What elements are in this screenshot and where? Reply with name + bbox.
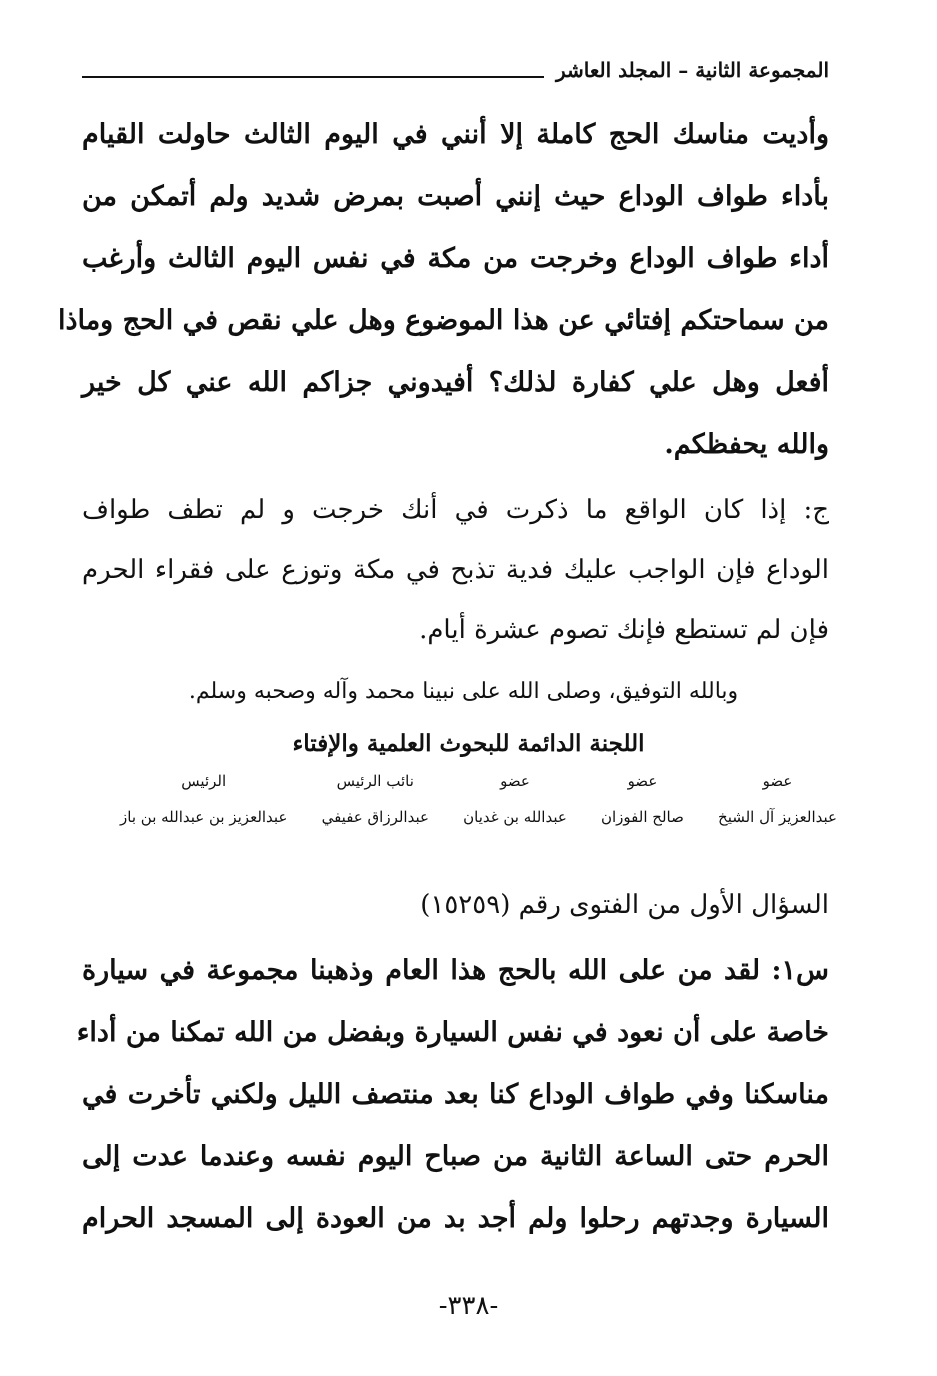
text-line: الوداع فإن الواجب عليك فدية تذبح في مكة وتوزع على فقراء الحرم [82, 555, 829, 585]
member-role: نائب الرئيس [336, 772, 414, 790]
member [718, 764, 837, 836]
running-header [82, 56, 829, 84]
member-role: الرئيس [181, 772, 227, 790]
committee-members [120, 764, 837, 836]
text-line: خاصة على أن نعود في نفس السيارة وبفضل من الله تمكنا من أداء [76, 1017, 829, 1048]
text-line: من سماحتكم إفتائي عن هذا الموضوع وهل علي نقص في الحج وماذا [57, 305, 829, 336]
member-name: عبدالرزاق عفيفي [321, 808, 429, 826]
text-line: الحرم حتى الساعة الثانية من صباح اليوم نفسه وعندما عدت إلى [82, 1141, 829, 1172]
page-number: -٣٣٨- [438, 1291, 499, 1321]
question-2-text [76, 940, 829, 1250]
member-name: عبدالعزيز آل الشيخ [718, 808, 837, 826]
text-line: مناسكنا وفي طواف الوداع كنا بعد منتصف الليل ولكني تأخرت في [82, 1079, 829, 1110]
member-role: عضو [627, 772, 658, 790]
text-line: أداء طواف الوداع وخرجت من مكة في نفس اليوم الثالث وأرغب [82, 243, 829, 274]
header-title: المجموعة الثانية – المجلد العاشر [555, 58, 829, 82]
member-role: عضو [762, 772, 793, 790]
closing-prayer: وبالله التوفيق، وصلى الله على نبينا محمد وآله وصحبه وسلم. [188, 679, 739, 704]
question-1-text [57, 104, 829, 476]
member-name: عبدالله بن غديان [463, 808, 567, 826]
member [601, 764, 684, 836]
text-line: أفعل وهل علي كفارة لذلك؟ أفيدوني جزاكم الله عني كل خير [82, 367, 829, 398]
text-line: وأديت مناسك الحج كاملة إلا أنني في اليوم الثالث حاولت القيام [82, 119, 829, 150]
member [120, 764, 287, 836]
text-line: ج: إذا كان الواقع ما ذكرت في أنك خرجت و لم تطف طواف [82, 495, 829, 525]
member-role: عضو [500, 772, 530, 790]
member-name: صالح الفوزان [601, 808, 684, 826]
text-line: والله يحفظكم. [664, 429, 829, 460]
committee-name: اللجنة الدائمة للبحوث العلمية والإفتاء [292, 730, 645, 757]
fatwa-question-label: السؤال الأول من الفتوى رقم (١٥٢٥٩) [420, 890, 829, 920]
text-line: بأداء طواف الوداع حيث إنني أصبت بمرض شديد ولم أتمكن من [82, 181, 829, 212]
member-name: عبدالعزيز بن عبدالله بن باز [120, 808, 288, 826]
member [322, 764, 429, 836]
answer-1-text [82, 480, 829, 660]
member [463, 764, 567, 836]
text-line: السيارة وجدتهم رحلوا ولم أجد بد من العودة إلى المسجد الحرام [82, 1203, 829, 1234]
text-line: س١: لقد من على الله بالحج هذا العام وذهبنا مجموعة في سيارة [82, 955, 829, 986]
header-rule [82, 76, 544, 78]
text-line: فإن لم تستطع فإنك تصوم عشرة أيام. [419, 615, 829, 645]
